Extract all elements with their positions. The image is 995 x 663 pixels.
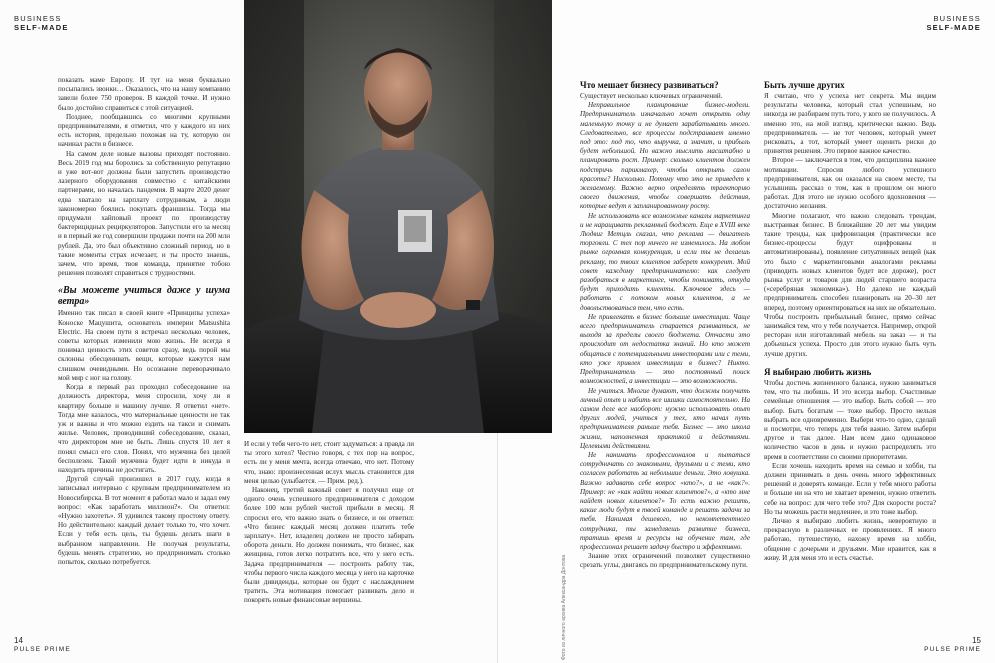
paragraph: Я считаю, что у успеха нет секрета. Мы видим результаты человека, который стал успешным, но никогда не разбираем путь того, у кого не получилось. А именно это, на мой взгляд, критически важно. Ведь предприниматель — не тот человек, который умеет рисковать, а тот, который умеет оценить риски до принятия решения. Это первое важное качество.: [764, 92, 936, 156]
paragraph: Если хочешь находить время на семью и хобби, ты должен принимать в день очень много эффективных решений и доверять команде. Если у тебя много работы и больше ни на что не хватает времени, нужно ответить себе на вопрос: для чего тебе это? Для скорости роста? Но ты можешь расти медленнее, и это тоже выбор.: [764, 461, 936, 516]
paragraph: Когда я первый раз проходил собеседование на должность директора, меня спросили, хочу ли я квартиру больше и машину лучше. Я ответил «нет». Тогда мне казалось, что материальные ценности не так уж и важны и что можно ездить на такси и снимать жилье. Человек, проводивший собеседование, сказал, что директором мне не быть. Лишь спустя 10 лет я понял смысл его слов. Понял, что мужчина без целей бесполезен. Такой мужчина будет идти в никуда и находить причины не достигать.: [58, 383, 230, 474]
left-page-footer: [14, 636, 71, 654]
section-heading: Я выбираю любить жизнь: [764, 366, 872, 377]
paragraph: Неправильное планирование бизнес-модели. Предприниматель изначально хочет открыть одну маленькую точку и не думает зарабатывать много. Следовательно, все процессы подстраивает именно под это: под то, что выручка, а значит, и прибыль будет небольшой. Но важно мыслить масштабно и планировать рост. Пример: сколько клиентов должен подстричь парикмахер, чтобы открыть салон красоты? Нисколько. Потому что это не приведет к желаемому. Важно верно определять траекторию своего движения, чтобы совершать действия, которые ведут к запланированному росту.: [580, 101, 750, 211]
paragraph: Позднее, пообщавшись со многими крупными предпринимателями, я отметил, что у каждого из них есть история, предельно похожая на ту, которую он начинал расти в бизнесе.: [58, 112, 230, 149]
paragraph: Наконец, третий важный совет я получил еще от одного очень успешного предпринимателя с доходом более 100 млн рублей чистой прибыли в месяц. Я спросил его, что важно знать о бизнесе, и он ответил: «Что бизнес каждый месяц должен платить тебе зарплату». Нет, владелец должен не просто забирать оборотa деньги. Но должен понимать, что бизнес, как женщина, готов легко потратить все, что у него есть. Задача предпринимателя — построить работу так, чтобы первого числа каждого месяца у него на карточке были дивиденды, которые он будет с наслаждением тратить. Эта мотивация помогает развивать дело и покорять новые финансовые вершины.: [244, 486, 414, 605]
page-number: 14: [14, 636, 23, 645]
section-label: BUSINESS: [933, 14, 981, 23]
paragraph: Не учиться. Многие думают, что должны получить личный опыт и набить все шишки самостоятельно. На самом деле все наоборот: нужно использовать опыт других людей, учиться у тех, кто начал путь предпринимателя раньше тебя. Бизнес — это школа жизни, наполненная практикой и действиями. Целевыми действиями.: [580, 386, 750, 450]
paragraph: Не использовать все возможные каналы маркетинга и не наращивать рекламный бюджет. Еще в XVIII веке Людвиг Метцль сказал, что реклама — двигатель торговли. С тех пор ничего не изменилось. На любом рынке огромная конкуренция, и если ты не делаешь рекламу, то твоих клиентов заберет конкурент. Мой совет каждому предпринимателю: как следует разобраться в маркетинге, чтобы понимать, откуда будут приходить клиенты. Ключевое здесь — работать с потоком новых клиентов, а не довольствоваться тем, что есть.: [580, 211, 750, 312]
paragraph: На самом деле новые вызовы приходят постоянно. Весь 2019 год мы боролись за собственную репутацию и уже вот-вот должны были запустить производство лазерного оборудования совместно с китайскими партнерами, но началась пандемия. В марте 2020 денег едва хватало на зарплату сотрудникам, а люди закономерно боялись покупать франшизы. Тогда мы придумали хайповый проект по производству бактерицидных рециркуляторов. Запустили его за месяц и в первый же год совершили продажи почти на 200 млн рублей. Да, это был объективно сложный период, но в такие моменты страх исчезает, и ты просто знаешь, зачем, что время, твоя команда, принятие тобою решения позволят справиться с трудностями.: [58, 149, 230, 278]
section-heading: Быть лучше других: [764, 80, 845, 90]
article-column-4: [764, 72, 936, 632]
paragraph: И если у тебя чего-то нет, стоит задуматься: а правда ли ты этого хотел? Честно говоря, с тех пор на вопрос, есть ли у меня мечта, всегда отвечаю, что нет. Потому что, знаю: произнесенная вслух мысль становится для меня целью (улыбается. — Прим. ред.).: [244, 440, 414, 485]
portrait-photo: [244, 0, 552, 433]
subsection-label: SELF-MADE: [926, 23, 981, 32]
paragraph: Чтобы достичь жизненного баланса, нужно заниматься тем, что ты любишь. И это всегда выбор. Счастливые семейные отношения — это выбор. Быть собой — это выбор. Быть богатым — тоже выбор. Просто нельзя выбрать все одновременно. Выбери что-то одно, сделай и посмотри, что теперь для тебя важно. Затем выбери другое и так далее. Нам всем дано одинаковое количество часов в день и нужно распределять это время в соответствии со своими приоритетами.: [764, 378, 936, 461]
paragraph: Существует несколько ключевых ограничений.: [580, 92, 723, 100]
left-section-header: [14, 14, 69, 32]
paragraph: Не привлекать в бизнес большие инвестиции. Чаще всего предприниматель старается развиваться, не выходя за пределы своего бюджета. Отчасти это происходит от недостатка знаний. Но кто может общаться с потенциальными инвесторами или с теми, кто уже привлек инвестиции в бизнес? Никто. Предприниматель — это постоянный поиск возможностей, а инвестиции — это возможность.: [580, 312, 750, 386]
paragraph: Лично я выбираю любить жизнь, невероятную и прекрасную в различных ее проявлениях. Я много работаю, путешествую, нахожу время на хобби, общение с дочерьми и друзьями. Мне нравится, как я живу. И для меня это и есть счастье.: [764, 516, 936, 562]
paragraph: Другой случай произошел в 2017 году, когда я записывал интервью с крупным предпринимателем из Новосибирска. В тот момент я работал мало и задал ему вопрос: «Как заработать миллион?». Он ответил: «Нужно захотеть». Я удивился такому простому ответу. Но действительно: каждый делает только то, что хочет. Если у тебя есть цель, ты будешь делать шаги в выбранном направлении. Не получая результаты, будешь менять стратегию, но предпринимать столько попыток, сколько потребуется.: [58, 475, 230, 566]
article-column-3: [580, 72, 750, 632]
right-page-footer: [924, 636, 981, 654]
right-section-header: [926, 14, 981, 32]
paragraph: Многие полагают, что важно следовать трендам, выстраивая бизнес. В ближайшие 20 лет мы увидим такие тренды, как цифровизация (практически все бизнес-процессы будут оцифрованы и автоматизированы), появление ситуативных вещей (как это было с маркетинговыми аналогами рекламы (приводить новых клиентов будет все дороже), рост рынка услуг и товаров для людей старшего возраста («серебряная экономика»). Но далеко не каждый предприниматель способен планировать на 20–30 лет вперед, поэтому ориентироваться на них не обязательно. Чтобы построить прибыльный бизнес, прямо сейчас занимайся тем, что у тебя получается. Например, открой ресторан или изготавливай мебель на заказ — и ты добьешься успеха. Просто для этого нужно быть чуть лучше других.: [764, 211, 936, 358]
photo-credit: Фото из личного архива Александра Донтова: [561, 554, 567, 660]
paragraph: Второе — заключается в том, что дисциплина важнее мотивации. Спросив любого успешного предпринимателя, как он оказался на своем месте, ты услышишь рассказ о том, как в прошлом он много работал. Для этого не нужно особого вдохновения — достаточно желания.: [764, 156, 936, 211]
magazine-name: PULSE PRIME: [14, 646, 71, 653]
paragraph: Знание этих ограничений позволяет существенно срезать углы, двигаясь по предпринимательскому пути.: [580, 552, 750, 570]
paragraph: Именно так писал в своей книге «Принципы успеха» Коноске Мацушита, основатель империи Matsushita Electric. На своем пути я встречал несколько человек, советы которых изменили мою жизнь. Не всегда я понимал ценность этих советов сразу, ведь порой мы склонны обесценивать вещи, которые кажутся нам слишком очевидными. Но осознание переворачивало мой мир с ног на голову.: [58, 309, 230, 382]
section-heading: Что мешает бизнесу развиваться?: [580, 80, 719, 90]
article-column-2: [244, 440, 414, 635]
section-label: BUSINESS: [14, 14, 62, 23]
paragraph: показать маме Европу. И тут на меня буквально посыпались звонки… Оказалось, что на нашу компанию завели более 750 проверок. В каждой точке. И нужно было достойно справиться с этой ситуацией.: [58, 76, 230, 112]
page-number: 15: [972, 636, 981, 645]
subsection-label: SELF-MADE: [14, 23, 69, 32]
section-heading: «Вы можете учиться даже у шума ветра»: [58, 285, 230, 307]
magazine-name: PULSE PRIME: [924, 646, 981, 653]
paragraph: Не нанимать профессионалов и пытаться сотрудничать со знакомыми, друзьями и с теми, кто согласен работать за небольшие деньги. Это ловушка. Важно задавать себе вопрос «кто?», а не «как?». Пример: не «как найти новых клиентов?», а «кто мне найдет новых клиентов?» То есть важно решить, какие люди будут в твоей команде и решать задачи за тебя. Нанимая дешевого, но некомпетентного сотрудника, ты замедляешь развитие бизнеса, тратишь время и ресурсы на обучение там, где профессионал решает задачу быстро и эффективно.: [580, 450, 750, 551]
article-column-1: [58, 76, 230, 631]
